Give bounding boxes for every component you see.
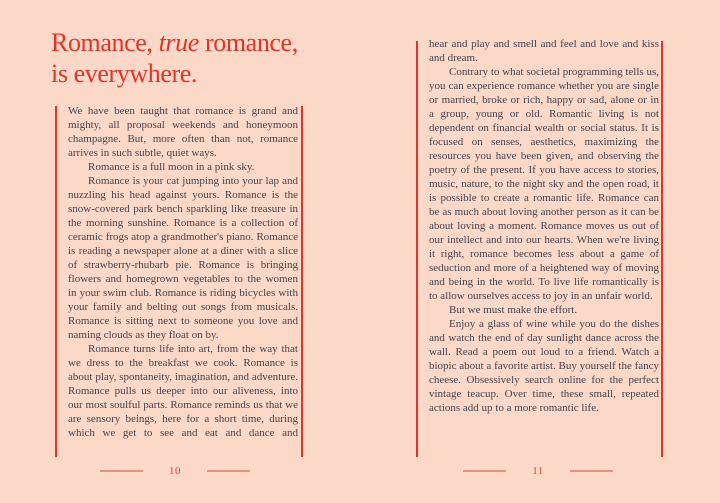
footer-rule [570,470,613,472]
body-paragraph: Enjoy a glass of wine while you do the dishes and watch the end of day sunlight dance across the wall. Read a poem out loud to a friend. Watch a biopic about a favorite artist. Buy yourself the fancy cheese. Obsessively search online for the perfect vintage teacup. Over time, these small, repeated actions add up to a more romantic life. [429,318,660,414]
footer-rule [463,470,506,472]
left-page-text-column [68,104,298,440]
page-number-right: 11 [532,464,544,477]
body-paragraph: hear and play and smell and feel and love and kiss and dream. [429,38,659,64]
page-number-left: 10 [169,464,181,477]
right-page-footer [463,464,613,478]
footer-rule [207,470,250,472]
footer-rule [100,470,143,472]
page-title [51,27,298,89]
left-column-right-rule [301,106,303,457]
body-paragraph: Romance is a full moon in a pink sky. [88,161,255,173]
right-page-text-column [429,37,659,415]
body-paragraph: Romance turns life into art, from the way that we dress to the breakfast we cook. Romance is about play, spontaneity, imagination, and adventure. Romance pulls us deeper into our aliveness, into our most soulful parts. Romance reminds us that we are sensory beings, here for a short time, during which we get to see and eat and dance and [68,343,298,439]
title-segment-italic: true [158,28,199,57]
left-page-footer [100,464,250,478]
title-segment: Romance, [51,28,159,57]
body-paragraph: We have been taught that romance is grand and mighty, all proposal weekends and honeymoon champagne. But, more often than not, romance arrives in such subtle, quiet ways. [68,105,298,159]
body-paragraph: Romance is your cat jumping into your lap and nuzzling his head against yours. Romance is the snow-covered park bench sparkling like treasure in the morning sunshine. Romance is a collection of ceramic frogs atop a grandmother's piano. Romance is reading a newspaper alone at a diner with a slice of strawberry-rhubarb pie. Romance is bringing flowers and homegrown vegetables to the women in your swim club. Romance is riding bicycles with your family and belting out songs from musicals. Romance is sitting next to someone you love and naming clouds as they float on by. [68,175,298,341]
body-paragraph: Contrary to what societal programming tells us, you can experience romance whether you are single or married, broke or rich, happy or sad, alone or in a group, young or old. Romantic living is not dependent on financial wealth or social status. It is focused on senses, aesthetics, maximizing the resources you have been given, and observing the poetry of the present. If you have access to stories, music, nature, to the night sky and the open road, it is possible to create a romantic life. Romance can be as much about loving another person as it can be about loving a moment. Romance moves us out of our intellect and into our hearts. When we're living it right, romance becomes less about a game of seduction and more of a heightened way of moving and being in the world. To live life romantically is to allow ourselves access to joy in an unfair world. [429,66,659,302]
title-segment: romance, [198,28,298,57]
title-line2: is everywhere. [51,59,197,88]
right-column-left-rule [416,41,418,457]
body-paragraph: But we must make the effort. [449,304,578,316]
right-column-right-rule [661,41,663,457]
left-column-left-rule [55,106,57,457]
